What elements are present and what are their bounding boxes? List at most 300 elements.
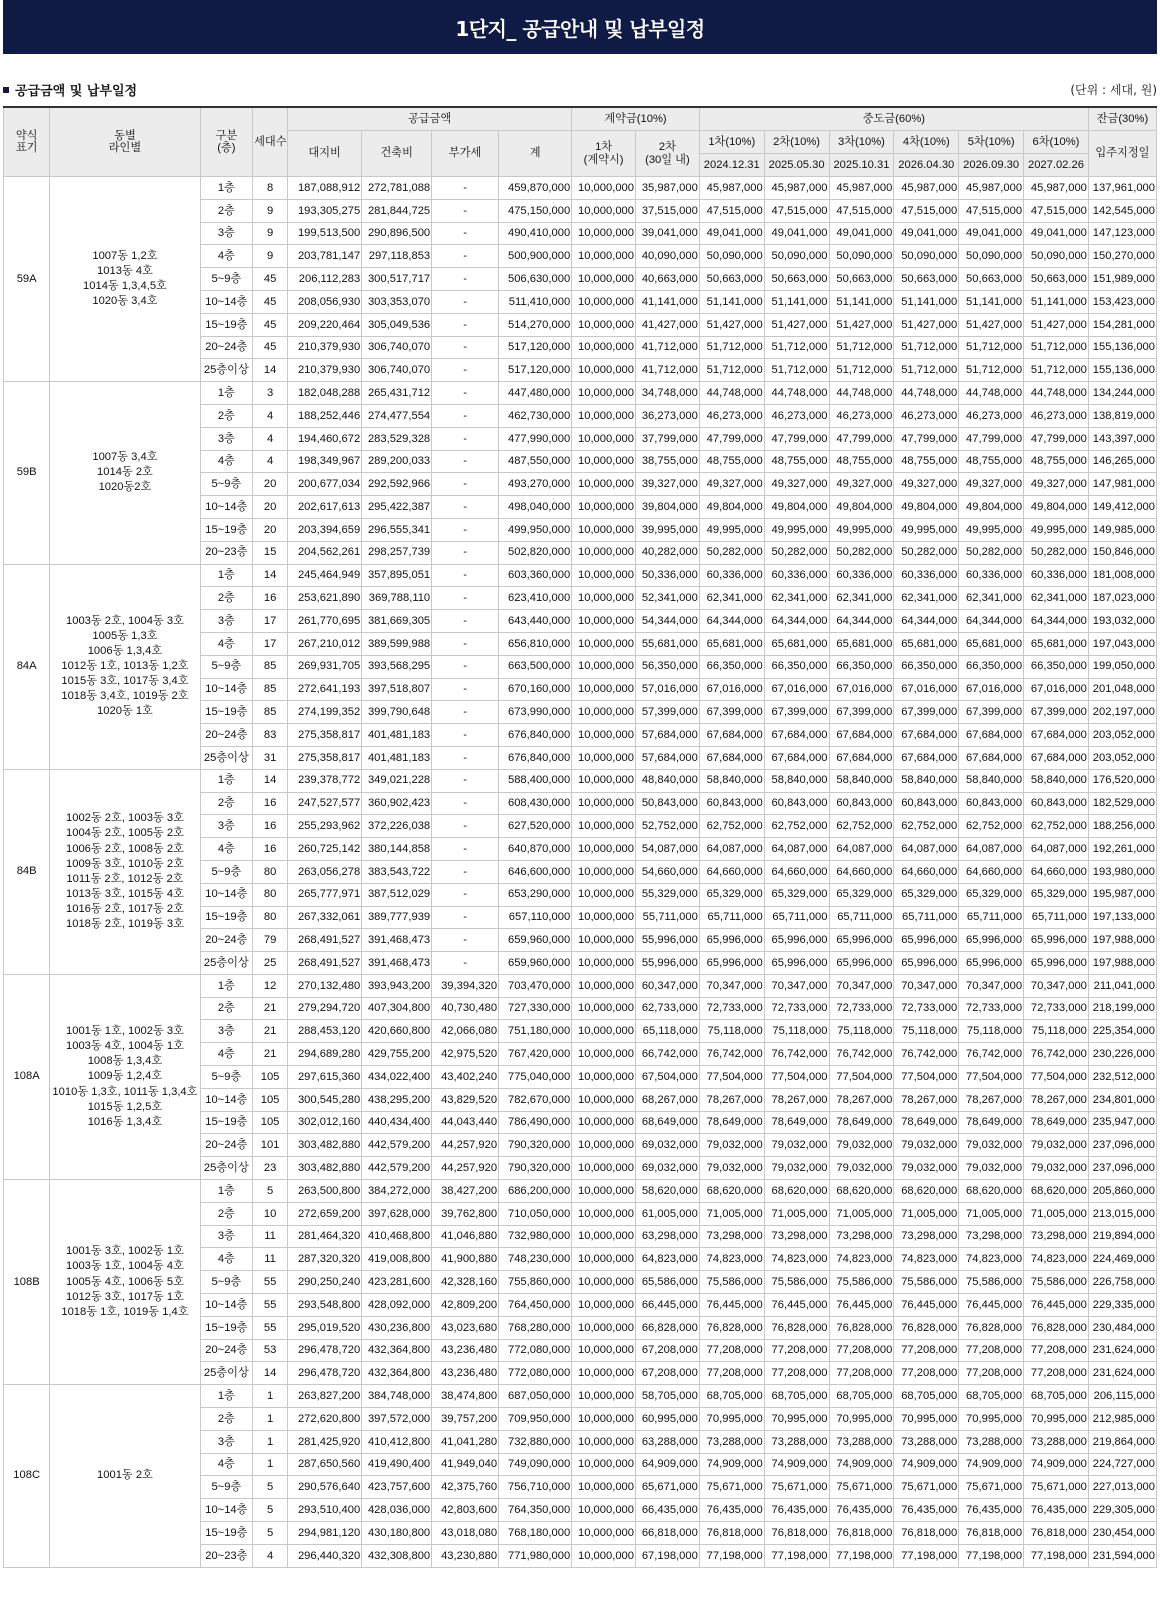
type-cell: 108C [4, 1385, 50, 1567]
middle-5-cell: 74,823,000 [959, 1248, 1024, 1271]
middle-5-cell: 76,435,000 [959, 1499, 1024, 1522]
building-cell: 391,468,473 [362, 929, 432, 952]
households-cell: 5 [253, 1476, 288, 1499]
households-cell: 85 [253, 655, 288, 678]
deposit-1-cell: 10,000,000 [572, 587, 636, 610]
middle-3-cell: 51,712,000 [829, 359, 894, 382]
middle-2-cell: 51,427,000 [764, 313, 829, 336]
households-cell: 4 [253, 450, 288, 473]
deposit-1-cell: 10,000,000 [572, 1111, 636, 1134]
middle-1-cell: 76,818,000 [699, 1522, 764, 1545]
middle-1-cell: 49,041,000 [699, 222, 764, 245]
middle-2-cell: 76,445,000 [764, 1294, 829, 1317]
middle-2-cell: 68,705,000 [764, 1385, 829, 1408]
middle-4-cell: 72,733,000 [894, 997, 959, 1020]
land-cell: 202,617,613 [288, 496, 362, 519]
middle-6-cell: 60,843,000 [1024, 792, 1089, 815]
middle-1-cell: 49,995,000 [699, 518, 764, 541]
land-cell: 260,725,142 [288, 838, 362, 861]
land-cell: 270,132,480 [288, 974, 362, 997]
middle-4-cell: 65,996,000 [894, 952, 959, 975]
vat-cell: 42,975,520 [432, 1043, 499, 1066]
middle-3-cell: 74,909,000 [829, 1453, 894, 1476]
header-mid-date-6: 2027.02.26 [1024, 154, 1089, 177]
vat-cell: 40,730,480 [432, 997, 499, 1020]
middle-5-cell: 64,660,000 [959, 860, 1024, 883]
header-type: 약식 표기 [4, 107, 50, 177]
middle-3-cell: 64,344,000 [829, 610, 894, 633]
middle-6-cell: 45,987,000 [1024, 177, 1089, 200]
building-cell: 397,518,807 [362, 678, 432, 701]
middle-3-cell: 77,198,000 [829, 1544, 894, 1567]
households-cell: 55 [253, 1294, 288, 1317]
middle-1-cell: 50,663,000 [699, 268, 764, 291]
households-cell: 45 [253, 290, 288, 313]
middle-4-cell: 78,649,000 [894, 1111, 959, 1134]
floor-cell: 1층 [200, 1180, 252, 1203]
middle-5-cell: 67,016,000 [959, 678, 1024, 701]
floor-cell: 10~14층 [200, 1088, 252, 1111]
middle-5-cell: 51,712,000 [959, 359, 1024, 382]
building-cell: 407,304,800 [362, 997, 432, 1020]
deposit-1-cell: 10,000,000 [572, 906, 636, 929]
middle-4-cell: 76,818,000 [894, 1522, 959, 1545]
deposit-2-cell: 67,208,000 [636, 1339, 700, 1362]
total-cell: 727,330,000 [499, 997, 572, 1020]
middle-5-cell: 51,712,000 [959, 336, 1024, 359]
deposit-2-cell: 69,032,000 [636, 1134, 700, 1157]
deposit-2-cell: 60,347,000 [636, 974, 700, 997]
building-cell: 429,755,200 [362, 1043, 432, 1066]
deposit-1-cell: 10,000,000 [572, 336, 636, 359]
land-cell: 275,358,817 [288, 724, 362, 747]
middle-3-cell: 75,671,000 [829, 1476, 894, 1499]
deposit-1-cell: 10,000,000 [572, 1043, 636, 1066]
middle-6-cell: 68,705,000 [1024, 1385, 1089, 1408]
middle-6-cell: 51,427,000 [1024, 313, 1089, 336]
building-cell: 432,364,800 [362, 1362, 432, 1385]
land-cell: 268,491,527 [288, 929, 362, 952]
land-cell: 293,548,800 [288, 1294, 362, 1317]
middle-6-cell: 67,399,000 [1024, 701, 1089, 724]
middle-2-cell: 60,336,000 [764, 564, 829, 587]
middle-4-cell: 79,032,000 [894, 1134, 959, 1157]
middle-6-cell: 48,755,000 [1024, 450, 1089, 473]
land-cell: 245,464,949 [288, 564, 362, 587]
building-cell: 349,021,228 [362, 769, 432, 792]
middle-3-cell: 67,016,000 [829, 678, 894, 701]
vat-cell: - [432, 883, 499, 906]
land-cell: 293,510,400 [288, 1499, 362, 1522]
balance-cell: 203,052,000 [1088, 724, 1156, 747]
middle-4-cell: 74,823,000 [894, 1248, 959, 1271]
deposit-1-cell: 10,000,000 [572, 290, 636, 313]
header-middle: 중도금(60%) [699, 107, 1088, 131]
middle-2-cell: 65,329,000 [764, 883, 829, 906]
middle-2-cell: 51,712,000 [764, 359, 829, 382]
middle-6-cell: 49,041,000 [1024, 222, 1089, 245]
deposit-1-cell: 10,000,000 [572, 678, 636, 701]
floor-cell: 10~14층 [200, 290, 252, 313]
vat-cell: - [432, 336, 499, 359]
deposit-1-cell: 10,000,000 [572, 1134, 636, 1157]
middle-4-cell: 65,329,000 [894, 883, 959, 906]
middle-6-cell: 66,350,000 [1024, 655, 1089, 678]
middle-6-cell: 58,840,000 [1024, 769, 1089, 792]
middle-3-cell: 65,996,000 [829, 952, 894, 975]
floor-cell: 25층이상 [200, 1157, 252, 1180]
building-cell: 281,844,725 [362, 199, 432, 222]
balance-cell: 149,412,000 [1088, 496, 1156, 519]
vat-cell: - [432, 860, 499, 883]
total-cell: 703,470,000 [499, 974, 572, 997]
building-cell: 428,036,000 [362, 1499, 432, 1522]
middle-3-cell: 71,005,000 [829, 1202, 894, 1225]
middle-2-cell: 64,344,000 [764, 610, 829, 633]
middle-2-cell: 67,016,000 [764, 678, 829, 701]
section-header [3, 80, 1157, 102]
middle-5-cell: 65,681,000 [959, 632, 1024, 655]
vat-cell: - [432, 199, 499, 222]
households-cell: 20 [253, 518, 288, 541]
building-cell: 303,353,070 [362, 290, 432, 313]
land-cell: 275,358,817 [288, 746, 362, 769]
households-cell: 1 [253, 1430, 288, 1453]
floor-cell: 5~9층 [200, 268, 252, 291]
households-cell: 14 [253, 769, 288, 792]
floor-cell: 15~19층 [200, 906, 252, 929]
middle-3-cell: 49,041,000 [829, 222, 894, 245]
balance-cell: 154,281,000 [1088, 313, 1156, 336]
households-cell: 55 [253, 1271, 288, 1294]
balance-cell: 151,989,000 [1088, 268, 1156, 291]
header-mid-1: 1차(10%) [699, 131, 764, 154]
middle-4-cell: 45,987,000 [894, 177, 959, 200]
middle-5-cell: 73,288,000 [959, 1430, 1024, 1453]
building-cell: 401,481,183 [362, 746, 432, 769]
building-cell: 369,788,110 [362, 587, 432, 610]
deposit-2-cell: 39,804,000 [636, 496, 700, 519]
total-cell: 748,230,000 [499, 1248, 572, 1271]
header-vat: 부가세 [432, 131, 499, 177]
middle-3-cell: 49,327,000 [829, 473, 894, 496]
vat-cell: - [432, 473, 499, 496]
vat-cell: 44,257,920 [432, 1157, 499, 1180]
middle-5-cell: 62,752,000 [959, 815, 1024, 838]
floor-cell: 20~24층 [200, 724, 252, 747]
middle-5-cell: 49,327,000 [959, 473, 1024, 496]
vat-cell: - [432, 564, 499, 587]
middle-6-cell: 65,996,000 [1024, 952, 1089, 975]
balance-cell: 197,133,000 [1088, 906, 1156, 929]
households-cell: 25 [253, 952, 288, 975]
building-cell: 410,468,800 [362, 1225, 432, 1248]
middle-2-cell: 75,118,000 [764, 1020, 829, 1043]
vat-cell: - [432, 838, 499, 861]
land-cell: 263,056,278 [288, 860, 362, 883]
header-deposit-1: 1차 (계약시) [572, 131, 636, 177]
dong-cell: 1002동 2호, 1003동 3호 1004동 2호, 1005동 2호 1006동 2호, 1008동 2호 1009동 3호, 1010동 2호 1011동 2호, 1012동 2호 1013동 3호, 1015동 4호 1016동 2호, 1017동 2호 1018동 2호, 1019동 3호 [50, 769, 200, 974]
middle-1-cell: 49,327,000 [699, 473, 764, 496]
floor-cell: 3층 [200, 1020, 252, 1043]
floor-cell: 10~14층 [200, 1499, 252, 1522]
header-floor: 구분 (층) [200, 107, 252, 177]
total-cell: 670,160,000 [499, 678, 572, 701]
middle-2-cell: 77,504,000 [764, 1066, 829, 1089]
floor-cell: 10~14층 [200, 883, 252, 906]
land-cell: 303,482,880 [288, 1134, 362, 1157]
building-cell: 428,092,000 [362, 1294, 432, 1317]
middle-2-cell: 49,327,000 [764, 473, 829, 496]
header-mid-4: 4차(10%) [894, 131, 959, 154]
building-cell: 296,555,341 [362, 518, 432, 541]
floor-cell: 20~23층 [200, 541, 252, 564]
households-cell: 23 [253, 1157, 288, 1180]
middle-4-cell: 76,828,000 [894, 1316, 959, 1339]
households-cell: 5 [253, 1499, 288, 1522]
balance-cell: 219,894,000 [1088, 1225, 1156, 1248]
land-cell: 269,931,705 [288, 655, 362, 678]
middle-2-cell: 67,684,000 [764, 724, 829, 747]
middle-1-cell: 51,141,000 [699, 290, 764, 313]
middle-3-cell: 73,298,000 [829, 1225, 894, 1248]
floor-cell: 4층 [200, 838, 252, 861]
middle-4-cell: 77,208,000 [894, 1339, 959, 1362]
table-row [4, 177, 1157, 200]
middle-4-cell: 64,660,000 [894, 860, 959, 883]
floor-cell: 10~14층 [200, 1294, 252, 1317]
middle-2-cell: 75,671,000 [764, 1476, 829, 1499]
balance-cell: 219,864,000 [1088, 1430, 1156, 1453]
vat-cell: 43,230,880 [432, 1544, 499, 1567]
vat-cell: - [432, 427, 499, 450]
middle-2-cell: 46,273,000 [764, 404, 829, 427]
middle-4-cell: 70,995,000 [894, 1408, 959, 1431]
deposit-2-cell: 66,435,000 [636, 1499, 700, 1522]
middle-5-cell: 65,996,000 [959, 952, 1024, 975]
type-cell: 84A [4, 564, 50, 769]
balance-cell: 137,961,000 [1088, 177, 1156, 200]
vat-cell: - [432, 906, 499, 929]
middle-5-cell: 77,198,000 [959, 1544, 1024, 1567]
middle-5-cell: 74,909,000 [959, 1453, 1024, 1476]
building-cell: 360,902,423 [362, 792, 432, 815]
balance-cell: 138,819,000 [1088, 404, 1156, 427]
deposit-2-cell: 57,684,000 [636, 724, 700, 747]
middle-5-cell: 72,733,000 [959, 997, 1024, 1020]
building-cell: 401,481,183 [362, 724, 432, 747]
deposit-1-cell: 10,000,000 [572, 632, 636, 655]
middle-6-cell: 72,733,000 [1024, 997, 1089, 1020]
households-cell: 20 [253, 496, 288, 519]
building-cell: 387,512,029 [362, 883, 432, 906]
land-cell: 210,379,930 [288, 359, 362, 382]
deposit-2-cell: 48,840,000 [636, 769, 700, 792]
deposit-2-cell: 66,818,000 [636, 1522, 700, 1545]
households-cell: 1 [253, 1385, 288, 1408]
middle-2-cell: 76,818,000 [764, 1522, 829, 1545]
households-cell: 16 [253, 587, 288, 610]
middle-6-cell: 51,141,000 [1024, 290, 1089, 313]
type-cell: 59B [4, 382, 50, 564]
households-cell: 16 [253, 838, 288, 861]
middle-2-cell: 64,660,000 [764, 860, 829, 883]
middle-4-cell: 65,996,000 [894, 929, 959, 952]
floor-cell: 1층 [200, 564, 252, 587]
balance-cell: 197,988,000 [1088, 929, 1156, 952]
middle-3-cell: 76,828,000 [829, 1316, 894, 1339]
deposit-1-cell: 10,000,000 [572, 518, 636, 541]
households-cell: 79 [253, 929, 288, 952]
middle-1-cell: 47,799,000 [699, 427, 764, 450]
header-deposit-2: 2차 (30일 내) [636, 131, 700, 177]
deposit-1-cell: 10,000,000 [572, 1385, 636, 1408]
total-cell: 646,600,000 [499, 860, 572, 883]
balance-cell: 188,256,000 [1088, 815, 1156, 838]
middle-5-cell: 47,799,000 [959, 427, 1024, 450]
middle-4-cell: 51,141,000 [894, 290, 959, 313]
total-cell: 756,710,000 [499, 1476, 572, 1499]
balance-cell: 211,041,000 [1088, 974, 1156, 997]
total-cell: 673,990,000 [499, 701, 572, 724]
middle-1-cell: 68,705,000 [699, 1385, 764, 1408]
deposit-2-cell: 64,909,000 [636, 1453, 700, 1476]
balance-cell: 235,947,000 [1088, 1111, 1156, 1134]
building-cell: 434,022,400 [362, 1066, 432, 1089]
deposit-1-cell: 10,000,000 [572, 177, 636, 200]
header-balance: 잔금(30%) [1088, 107, 1156, 131]
balance-cell: 199,050,000 [1088, 655, 1156, 678]
middle-3-cell: 68,620,000 [829, 1180, 894, 1203]
balance-cell: 201,048,000 [1088, 678, 1156, 701]
deposit-2-cell: 34,748,000 [636, 382, 700, 405]
middle-4-cell: 76,435,000 [894, 1499, 959, 1522]
deposit-2-cell: 50,843,000 [636, 792, 700, 815]
middle-6-cell: 60,336,000 [1024, 564, 1089, 587]
middle-1-cell: 75,586,000 [699, 1271, 764, 1294]
middle-6-cell: 67,016,000 [1024, 678, 1089, 701]
building-cell: 410,412,800 [362, 1430, 432, 1453]
total-cell: 659,960,000 [499, 929, 572, 952]
vat-cell: - [432, 290, 499, 313]
land-cell: 287,320,320 [288, 1248, 362, 1271]
middle-1-cell: 64,344,000 [699, 610, 764, 633]
balance-cell: 224,469,000 [1088, 1248, 1156, 1271]
middle-4-cell: 75,586,000 [894, 1271, 959, 1294]
middle-4-cell: 64,344,000 [894, 610, 959, 633]
middle-3-cell: 66,350,000 [829, 655, 894, 678]
middle-1-cell: 72,733,000 [699, 997, 764, 1020]
middle-5-cell: 78,267,000 [959, 1088, 1024, 1111]
households-cell: 83 [253, 724, 288, 747]
middle-3-cell: 75,118,000 [829, 1020, 894, 1043]
middle-4-cell: 68,620,000 [894, 1180, 959, 1203]
middle-1-cell: 77,198,000 [699, 1544, 764, 1567]
middle-3-cell: 49,995,000 [829, 518, 894, 541]
deposit-2-cell: 54,087,000 [636, 838, 700, 861]
total-cell: 676,840,000 [499, 746, 572, 769]
households-cell: 1 [253, 1408, 288, 1431]
total-cell: 710,050,000 [499, 1202, 572, 1225]
table-body [4, 177, 1157, 1568]
floor-cell: 2층 [200, 199, 252, 222]
vat-cell: 43,829,520 [432, 1088, 499, 1111]
floor-cell: 15~19층 [200, 313, 252, 336]
vat-cell: - [432, 450, 499, 473]
middle-3-cell: 78,649,000 [829, 1111, 894, 1134]
floor-cell: 3층 [200, 1430, 252, 1453]
middle-4-cell: 77,208,000 [894, 1362, 959, 1385]
middle-2-cell: 74,823,000 [764, 1248, 829, 1271]
total-cell: 608,430,000 [499, 792, 572, 815]
deposit-1-cell: 10,000,000 [572, 199, 636, 222]
middle-4-cell: 75,671,000 [894, 1476, 959, 1499]
vat-cell: 41,041,280 [432, 1430, 499, 1453]
land-cell: 208,056,930 [288, 290, 362, 313]
deposit-2-cell: 39,327,000 [636, 473, 700, 496]
middle-1-cell: 78,267,000 [699, 1088, 764, 1111]
deposit-2-cell: 35,987,000 [636, 177, 700, 200]
middle-1-cell: 78,649,000 [699, 1111, 764, 1134]
dong-cell: 1001동 2호 [50, 1385, 200, 1567]
type-cell: 84B [4, 769, 50, 974]
middle-3-cell: 65,681,000 [829, 632, 894, 655]
total-cell: 659,960,000 [499, 952, 572, 975]
floor-cell: 20~24층 [200, 336, 252, 359]
middle-5-cell: 70,995,000 [959, 1408, 1024, 1431]
deposit-1-cell: 10,000,000 [572, 1294, 636, 1317]
building-cell: 384,272,000 [362, 1180, 432, 1203]
middle-5-cell: 75,586,000 [959, 1271, 1024, 1294]
deposit-1-cell: 10,000,000 [572, 1271, 636, 1294]
middle-6-cell: 78,649,000 [1024, 1111, 1089, 1134]
middle-2-cell: 65,681,000 [764, 632, 829, 655]
floor-cell: 3층 [200, 610, 252, 633]
vat-cell: 41,046,880 [432, 1225, 499, 1248]
middle-6-cell: 77,504,000 [1024, 1066, 1089, 1089]
middle-1-cell: 70,347,000 [699, 974, 764, 997]
floor-cell: 4층 [200, 450, 252, 473]
header-dong: 동별 라인별 [50, 107, 200, 177]
middle-1-cell: 76,445,000 [699, 1294, 764, 1317]
land-cell: 300,545,280 [288, 1088, 362, 1111]
middle-3-cell: 76,742,000 [829, 1043, 894, 1066]
middle-1-cell: 60,843,000 [699, 792, 764, 815]
balance-cell: 232,512,000 [1088, 1066, 1156, 1089]
middle-3-cell: 78,267,000 [829, 1088, 894, 1111]
middle-4-cell: 64,087,000 [894, 838, 959, 861]
vat-cell: - [432, 359, 499, 382]
land-cell: 203,781,147 [288, 245, 362, 268]
middle-5-cell: 67,399,000 [959, 701, 1024, 724]
total-cell: 732,880,000 [499, 1430, 572, 1453]
deposit-1-cell: 10,000,000 [572, 1202, 636, 1225]
total-cell: 588,400,000 [499, 769, 572, 792]
land-cell: 210,379,930 [288, 336, 362, 359]
deposit-1-cell: 10,000,000 [572, 313, 636, 336]
building-cell: 380,144,858 [362, 838, 432, 861]
deposit-1-cell: 10,000,000 [572, 610, 636, 633]
middle-4-cell: 76,445,000 [894, 1294, 959, 1317]
middle-6-cell: 62,341,000 [1024, 587, 1089, 610]
building-cell: 381,669,305 [362, 610, 432, 633]
total-cell: 517,120,000 [499, 336, 572, 359]
middle-6-cell: 76,445,000 [1024, 1294, 1089, 1317]
deposit-1-cell: 10,000,000 [572, 838, 636, 861]
total-cell: 517,120,000 [499, 359, 572, 382]
floor-cell: 5~9층 [200, 655, 252, 678]
balance-cell: 143,397,000 [1088, 427, 1156, 450]
